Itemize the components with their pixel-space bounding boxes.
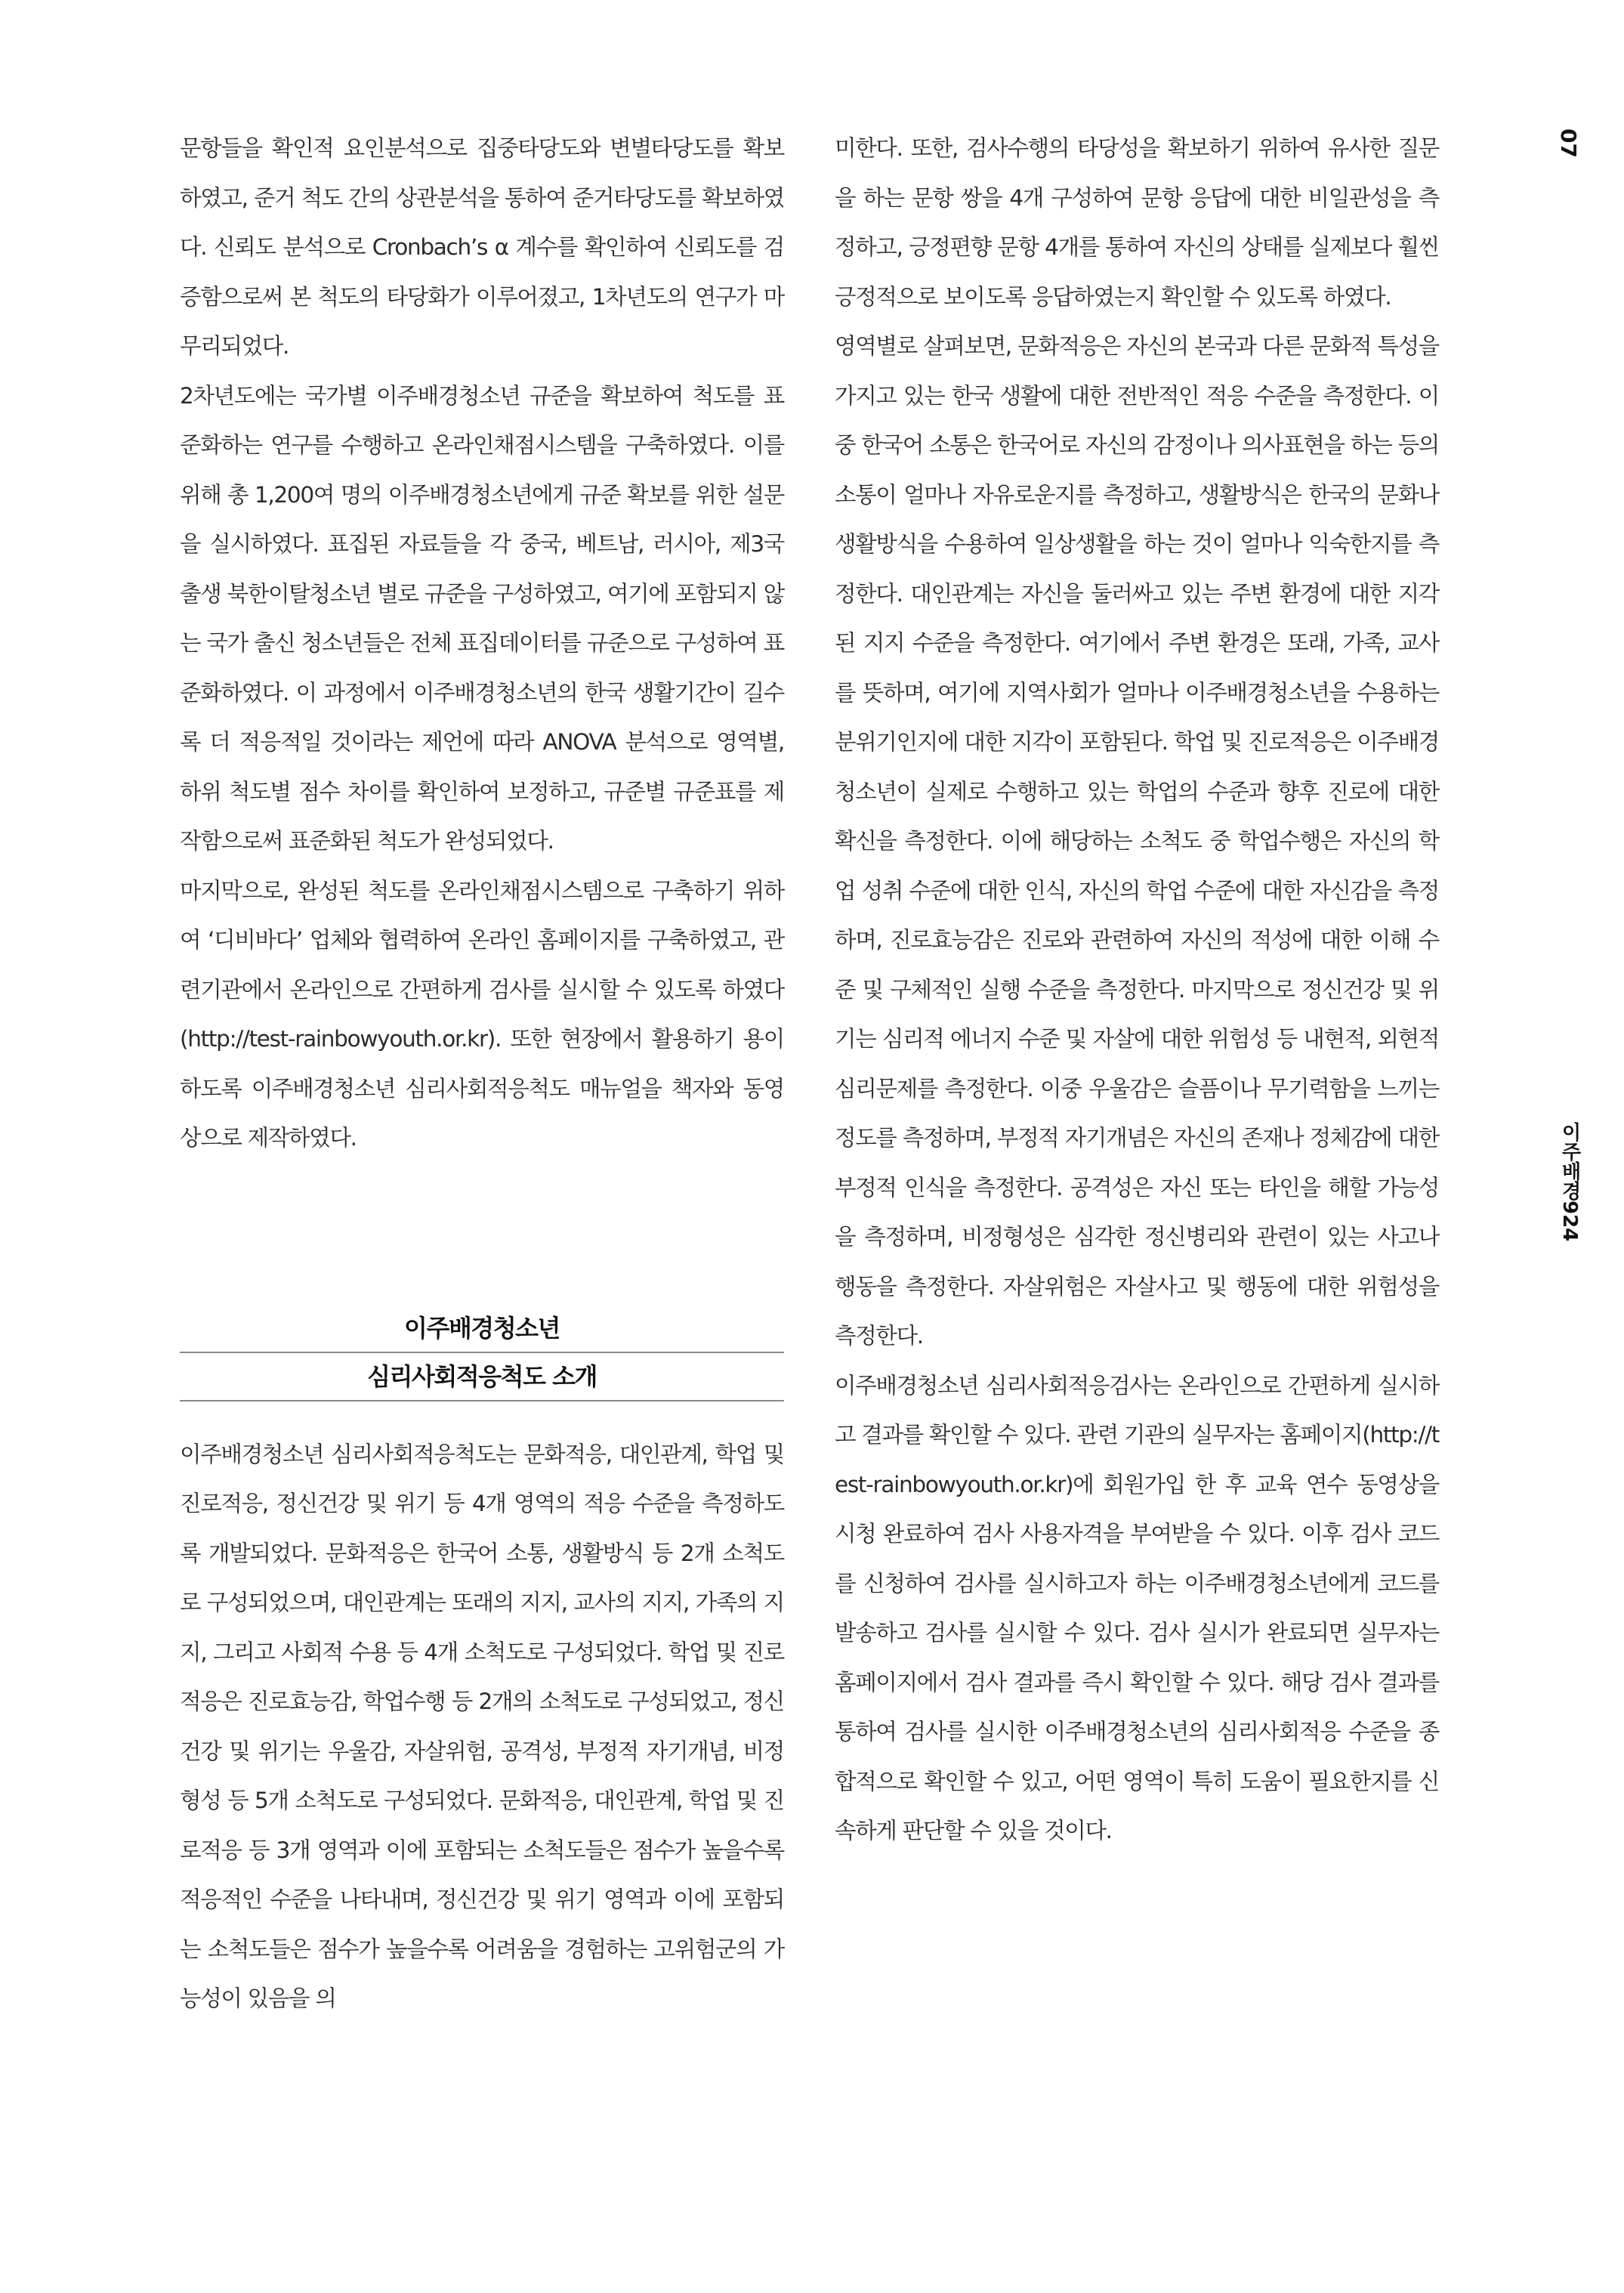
page-number: 07: [1556, 128, 1581, 158]
body-paragraph: 문항들을 확인적 요인분석으로 집중타당도와 변별타당도를 확보하였고, 준거 척도 간의 상관분석을 통하여 준거타당도를 확보하였다. 신뢰도 분석으로 Cronbach’s α 계수를 확인하여 신뢰도를 검증함으로써 본 척도의 타당화가 이루어졌고, 1차년도의 연구가 마무리되었다.: [180, 135, 784, 359]
body-paragraph: 미한다. 또한, 검사수행의 타당성을 확보하기 위하여 유사한 질문을 하는 문항 쌍을 4개 구성하여 문항 응답에 대한 비일관성을 측정하고, 긍정편향 문항 4개를 통하여 자신의 상태를 실제보다 훨씬 긍정적으로 보이도록 응답하였는지 확인할 수 있도록 하였다.: [835, 135, 1439, 310]
left-column: [180, 124, 784, 2024]
section-heading: [180, 1305, 784, 1401]
right-column: [835, 124, 1439, 1856]
body-paragraph: 이주배경청소년 심리사회적응척도는 문화적응, 대인관계, 학업 및 진로적응, 정신건강 및 위기 등 4개 영역의 적응 수준을 측정하도록 개발되었다. 문화적응은 한국어 소통, 생활방식 등 2개 소척도로 구성되었으며, 대인관계는 또래의 지지, 교사의 지지, 가족의 지지, 그리고 사회적 수용 등 4개 소척도로 구성되었다. 학업 및 진로적응은 진로효능감, 학업수행 등 2개의 소척도로 구성되었고, 정신건강 및 위기는 우울감, 자살위험, 공격성, 부정적 자기개념, 비정형성 등 5개 소척도로 구성되었다. 문화적응, 대인관계, 학업 및 진로적응 등 3개 영역과 이에 포함되는 소척도들은 점수가 높을수록 적응적인 수준을 나타내며, 정신건강 및 위기 영역과 이에 포함되는 소척도들은 점수가 높을수록 어려움을 경험하는 고위험군의 가능성이 있음을 의: [180, 1441, 784, 2011]
section-heading-line-1: 이주배경청소년: [180, 1305, 784, 1353]
body-paragraph: 이주배경청소년 심리사회적응검사는 온라인으로 간편하게 실시하고 결과를 확인할 수 있다. 관련 기관의 실무자는 홈페이지(http://test-rainbowyouth.or.kr)에 회원가입 한 후 교육 연수 동영상을 시청 완료하여 검사 사용자격을 부여받을 수 있다. 이후 검사 코드를 신청하여 검사를 실시하고자 하는 이주배경청소년에게 코드를 발송하고 검사를 실시할 수 있다. 검사 실시가 완료되면 실무자는 홈페이지에서 검사 결과를 즉시 확인할 수 있다. 해당 검사 결과를 통하여 검사를 실시한 이주배경청소년의 심리사회적응 수준을 종합적으로 확인할 수 있고, 어떤 영역이 특히 도움이 필요한지를 신속하게 판단할 수 있을 것이다.: [835, 1372, 1439, 1843]
body-paragraph: 2차년도에는 국가별 이주배경청소년 규준을 확보하여 척도를 표준화하는 연구를 수행하고 온라인채점시스템을 구축하였다. 이를 위해 총 1,200여 명의 이주배경청소년에게 규준 확보를 위한 설문을 실시하였다. 표집된 자료들을 각 중국, 베트남, 러시아, 제3국 출생 북한이탈청소년 별로 규준을 구성하였고, 여기에 포함되지 않는 국가 출신 청소년들은 전체 표집데이터를 규준으로 구성하여 표준화하였다. 이 과정에서 이주배경청소년의 한국 생활기간이 길수록 더 적응적일 것이라는 제언에 따라 ANOVA 분석으로 영역별, 하위 척도별 점수 차이를 확인하여 보정하고, 규준별 규준표를 제작함으로써 표준화된 척도가 완성되었다.: [180, 382, 784, 854]
body-paragraph: 마지막으로, 완성된 척도를 온라인채점시스템으로 구축하기 위하여 ‘디비바다’ 업체와 협력하여 온라인 홈페이지를 구축하였고, 관련기관에서 온라인으로 간편하게 검사를 실시할 수 있도록 하였다(http://test-rainbowyouth.or.kr). 또한 현장에서 활용하기 용이하도록 이주배경청소년 심리사회적응척도 매뉴얼을 책자와 동영상으로 제작하였다.: [180, 877, 784, 1151]
running-title: 이주배경924: [1558, 1122, 1581, 1242]
body-paragraph: 영역별로 살펴보면, 문화적응은 자신의 본국과 다른 문화적 특성을 가지고 있는 한국 생활에 대한 전반적인 적응 수준을 측정한다. 이중 한국어 소통은 한국어로 자신의 감정이나 의사표현을 하는 등의 소통이 얼마나 자유로운지를 측정하고, 생활방식은 한국의 문화나 생활방식을 수용하여 일상생활을 하는 것이 얼마나 익숙한지를 측정한다. 대인관계는 자신을 둘러싸고 있는 주변 환경에 대한 지각된 지지 수준을 측정한다. 여기에서 주변 환경은 또래, 가족, 교사를 뜻하며, 여기에 지역사회가 얼마나 이주배경청소년을 수용하는 분위기인지에 대한 지각이 포함된다. 학업 및 진로적응은 이주배경청소년이 실제로 수행하고 있는 학업의 수준과 향후 진로에 대한 확신을 측정한다. 이에 해당하는 소척도 중 학업수행은 자신의 학업 성취 수준에 대한 인식, 자신의 학업 수준에 대한 자신감을 측정하며, 진로효능감은 진로와 관련하여 자신의 적성에 대한 이해 수준 및 구체적인 실행 수준을 측정한다. 마지막으로 정신건강 및 위기는 심리적 에너지 수준 및 자살에 대한 위험성 등 내현적, 외현적 심리문제를 측정한다. 이중 우울감은 슬픔이나 무기력함을 느끼는 정도를 측정하며, 부정적 자기개념은 자신의 존재나 정체감에 대한 부정적 인식을 측정한다. 공격성은 자신 또는 타인을 해할 가능성을 측정하며, 비정형성은 심각한 정신병리와 관련이 있는 사고나 행동을 측정한다. 자살위험은 자살사고 및 행동에 대한 위험성을 측정한다.: [835, 333, 1439, 1349]
section-heading-line-2: 심리사회적응척도 소개: [180, 1353, 784, 1401]
